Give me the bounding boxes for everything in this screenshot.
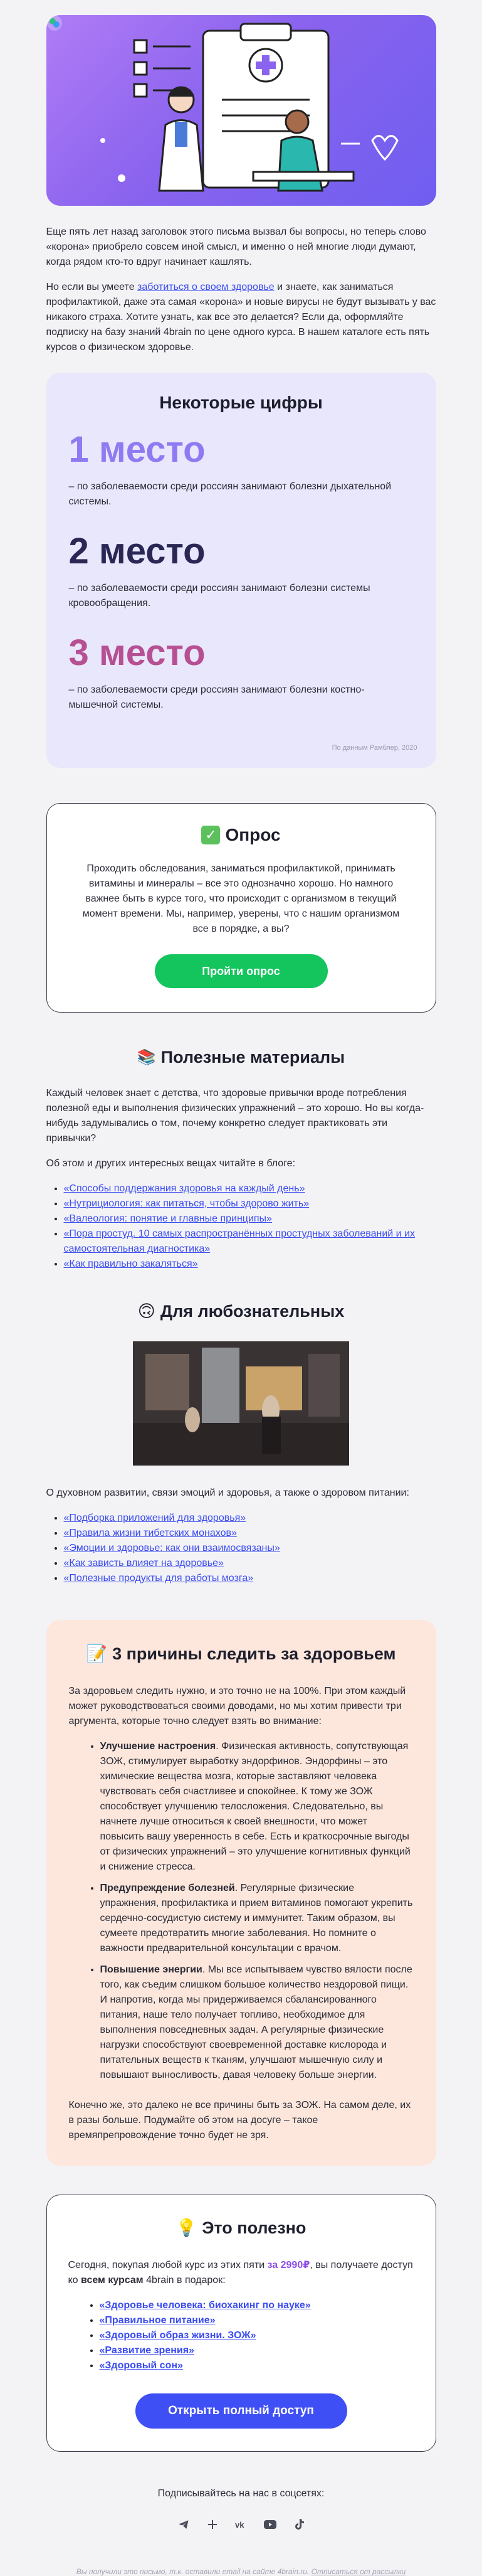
- open-full-access-button[interactable]: Открыть полный доступ: [135, 2393, 347, 2429]
- materials-title: Полезные материалы: [160, 1048, 345, 1067]
- useful-heading: [68, 2218, 414, 2238]
- curious-link[interactable]: «Правила жизни тибетских монахов»: [63, 1528, 237, 1538]
- list-item: [100, 2328, 414, 2343]
- reasons-heading: [69, 1644, 414, 1664]
- materials-link[interactable]: «Как правильно закаляться»: [63, 1259, 198, 1269]
- curious-text: О духовном развитии, связи эмоций и здоровья, а также о здоровом питании:: [46, 1488, 409, 1498]
- materials-section: [46, 1048, 436, 1272]
- list-item: [100, 2358, 414, 2373]
- curious-link[interactable]: «Подборка приложений для здоровья»: [63, 1513, 246, 1523]
- svg-text:vk: vk: [234, 2520, 244, 2529]
- reasons-outro: Конечно же, это далеко не все причины быть за ЗОЖ. На самом деле, их в разы больше. Подумайте об этом на досуге – такое времяпрепровождение точно будет не зря.: [68, 2100, 411, 2141]
- useful-card: [46, 2195, 436, 2452]
- intro-paragraph-1: Еще пять лет назад заголовок этого письма вызвал бы вопросы, но теперь слово «корона» приобрело совсем иной смысл, и именно о ней многие люди думают, когда рядом кто-то вдруг начинает кашлять.: [46, 226, 426, 267]
- memo-icon: 📝: [86, 1644, 108, 1663]
- materials-link[interactable]: «Валеология: понятие и главные принципы»: [63, 1213, 272, 1224]
- materials-paragraph-2: Об этом и других интересных вещах читайте в блоге:: [46, 1158, 296, 1169]
- poll-title: Опрос: [225, 825, 281, 844]
- list-item: [64, 1556, 436, 1571]
- legal-notice: Вы получили это письмо, т.к. оставили email на сайте 4brain.ru.: [76, 2567, 312, 2576]
- stats-card: [46, 373, 436, 768]
- course-link[interactable]: «Здоровый образ жизни. ЗОЖ»: [99, 2330, 256, 2341]
- hero-banner: [46, 15, 436, 206]
- list-item: [100, 2298, 414, 2313]
- curious-link[interactable]: «Как зависть влияет на здоровье»: [63, 1558, 224, 1568]
- materials-paragraph-1: Каждый человек знает с детства, что здоровые привычки вроде потребления полезной еды и выполнения физических упражнений – это хорошо. Но вы когда-нибудь задумывались о том, почему конкретно следует практиковать эти привычки?: [46, 1088, 424, 1144]
- price-tag: за 2990₽: [267, 2260, 310, 2270]
- footer: [46, 2452, 436, 2576]
- courses-list: [68, 2298, 414, 2373]
- list-item: [64, 1571, 436, 1586]
- list-item: [64, 1196, 436, 1211]
- plus-icon[interactable]: [205, 2517, 220, 2532]
- stat-3-desc: – по заболеваемости среди россиян занимают болезни костно-мышечной системы.: [68, 684, 365, 710]
- stats-title: Некоторые цифры: [159, 393, 323, 412]
- poll-heading: [76, 825, 407, 845]
- list-item: [100, 2343, 414, 2358]
- intro-text: [46, 206, 436, 355]
- take-poll-button[interactable]: Пройти опрос: [155, 954, 328, 988]
- unsubscribe-link[interactable]: Отписаться от рассылки: [311, 2567, 406, 2576]
- list-item: [100, 1881, 414, 1956]
- intro-paragraph-2: [46, 280, 436, 355]
- reasons-title: 3 причины следить за здоровьем: [112, 1644, 396, 1663]
- course-link[interactable]: «Развитие зрения»: [99, 2345, 194, 2356]
- reasons-list: [69, 1739, 414, 2083]
- kitchen-photo: [133, 1341, 349, 1466]
- reason-head: Повышение энергии: [100, 1964, 202, 1975]
- stat-1-desc: – по заболеваемости среди россиян занимают болезни дыхательной системы.: [68, 481, 392, 507]
- stat-1-value: 1 место: [68, 429, 206, 470]
- list-item: [64, 1526, 436, 1541]
- cta-wrap: [68, 2393, 414, 2429]
- materials-link[interactable]: «Пора простуд. 10 самых распространённых простудных заболеваний и их самостоятельная диагностика»: [63, 1228, 415, 1254]
- list-item: [64, 1511, 436, 1526]
- vk-icon[interactable]: [234, 2517, 249, 2532]
- useful-text: [68, 2258, 414, 2288]
- materials-heading: [46, 1048, 436, 1067]
- curious-link[interactable]: «Эмоции и здоровье: как они взаимосвязаны»: [63, 1543, 280, 1553]
- curious-links: [46, 1511, 436, 1586]
- check-mark-icon: ✓: [201, 826, 220, 844]
- kitchen-scene-image: [133, 1341, 349, 1466]
- brain-logo-icon: [46, 15, 63, 31]
- list-item: [100, 2313, 414, 2328]
- list-item: [64, 1181, 436, 1196]
- course-link[interactable]: «Здоровье человека: биохакинг по науке»: [99, 2300, 311, 2311]
- email-body: [46, 0, 436, 2576]
- curious-title: Для любознательных: [160, 1302, 345, 1321]
- list-item: [64, 1227, 436, 1257]
- stats-source: По данным Рамблер, 2020: [332, 744, 417, 752]
- poll-text: Проходить обследования, заниматься профилактикой, принимать витамины и минералы – все это однозначно хорошо. Но намного важнее быть в курсе того, что происходит с организмом в текущий момент времени. Мы, например, уверены, что с нашим организмом все в порядке, а вы?: [82, 863, 400, 934]
- telegram-icon[interactable]: [176, 2517, 191, 2532]
- reason-body: . Регулярные физические упражнения, профилактика и прием витаминов помогают укрепить сердечно-сосудистую систему и иммунитет. Таким образом, вы сумеете предотвратить многие заболевания. Но помните о важности предварительной консультации с врачом.: [100, 1883, 413, 1954]
- useful-title: Это полезно: [202, 2218, 306, 2237]
- useful-text-bold: всем курсам: [81, 2275, 144, 2286]
- list-item: [64, 1257, 436, 1272]
- materials-links: [46, 1181, 436, 1272]
- list-item: [64, 1541, 436, 1556]
- stat-2-desc: – по заболеваемости среди россиян занимают болезни системы кровообращения.: [68, 583, 370, 609]
- reason-body: . Мы все испытываем чувство вялости после того, как съедим слишком большое количество нездоровой пищи. И напротив, когда мы придерживаемся сбалансированного питания, наше тело получает топливо, необходимое для выполнения повседневных задач. А регулярные физические нагрузки способствуют своевременной доставке кислорода и питательных веществ к тканям, улучшают мышечную силу и повышают выносливость, давая человеку больше энергии.: [100, 1964, 412, 2080]
- youtube-icon[interactable]: [263, 2517, 278, 2532]
- social-links: [46, 2517, 436, 2532]
- reason-head: Предупреждение болезней: [100, 1883, 235, 1893]
- reasons-intro: За здоровьем следить нужно, и это точно не на 100%. При этом каждый может руководствоваться своими доводами, но мы хотим привести три аргумента, которые точно следует взять во внимание:: [68, 1686, 406, 1727]
- books-icon: 📚: [137, 1049, 156, 1066]
- course-link[interactable]: «Здоровый сон»: [99, 2360, 183, 2371]
- smiley-icon: 🙃: [137, 1302, 155, 1321]
- subscribe-text: Подписывайтесь на нас в соцсетях:: [157, 2488, 325, 2499]
- materials-link[interactable]: «Способы поддержания здоровья на каждый день»: [63, 1183, 305, 1194]
- reason-head: Улучшение настроения: [100, 1741, 216, 1752]
- reasons-card: [46, 1620, 436, 2166]
- course-link[interactable]: «Правильное питание»: [99, 2315, 216, 2326]
- curious-link[interactable]: «Полезные продукты для работы мозга»: [63, 1573, 254, 1583]
- intro-text-before: Но если вы умеете: [46, 282, 138, 292]
- list-item: [100, 1739, 414, 1875]
- lightbulb-icon: 💡: [176, 2218, 197, 2237]
- useful-text-after: 4brain в подарок:: [143, 2275, 226, 2286]
- materials-link[interactable]: «Нутрициология: как питаться, чтобы здорово жить»: [63, 1198, 310, 1209]
- curious-section: [46, 1302, 436, 1586]
- legal-text: [46, 2567, 436, 2576]
- poll-card: [46, 803, 436, 1013]
- doctor-patient-illustration: [46, 15, 436, 206]
- list-item: [100, 1962, 414, 2083]
- intro-text-after: и знаете, как заниматься профилактикой, даже эта самая «корона» и новые вирусы не будут вызывать у вас никакого страха. Хотите узнать, как все это делается? Если да, оформляйте подписку на базу знаний 4brain по цене одного курса. В нашем каталоге есть пять курсов о физическом здоровье.: [46, 282, 436, 353]
- stat-3-value: 3 место: [68, 632, 206, 673]
- care-health-link[interactable]: заботиться о своем здоровье: [137, 282, 275, 292]
- list-item: [64, 1211, 436, 1227]
- useful-text-before: Сегодня, покупая любой курс из этих пяти: [68, 2260, 268, 2270]
- reason-body: . Физическая активность, сопутствующая ЗОЖ, стимулирует выработку эндорфинов. Эндорфины – это химические вещества мозга, которые заставляют человека чувствовать себя счастливее и спокойнее. К тому же ЗОЖ способствует улучшению телосложения. Следовательно, вы начнете лучше относиться к своей внешности, что может повысить вашу уверенность в себе. Есть и краткосрочные выгоды от физических упражнений – это улучшение когнитивных функций и снижение стресса.: [100, 1741, 411, 1872]
- tiktok-icon[interactable]: [291, 2517, 306, 2532]
- stat-2-value: 2 место: [68, 531, 206, 572]
- useful-text-middle: , вы получаете доступ ко: [68, 2260, 413, 2286]
- curious-heading: [46, 1302, 436, 1321]
